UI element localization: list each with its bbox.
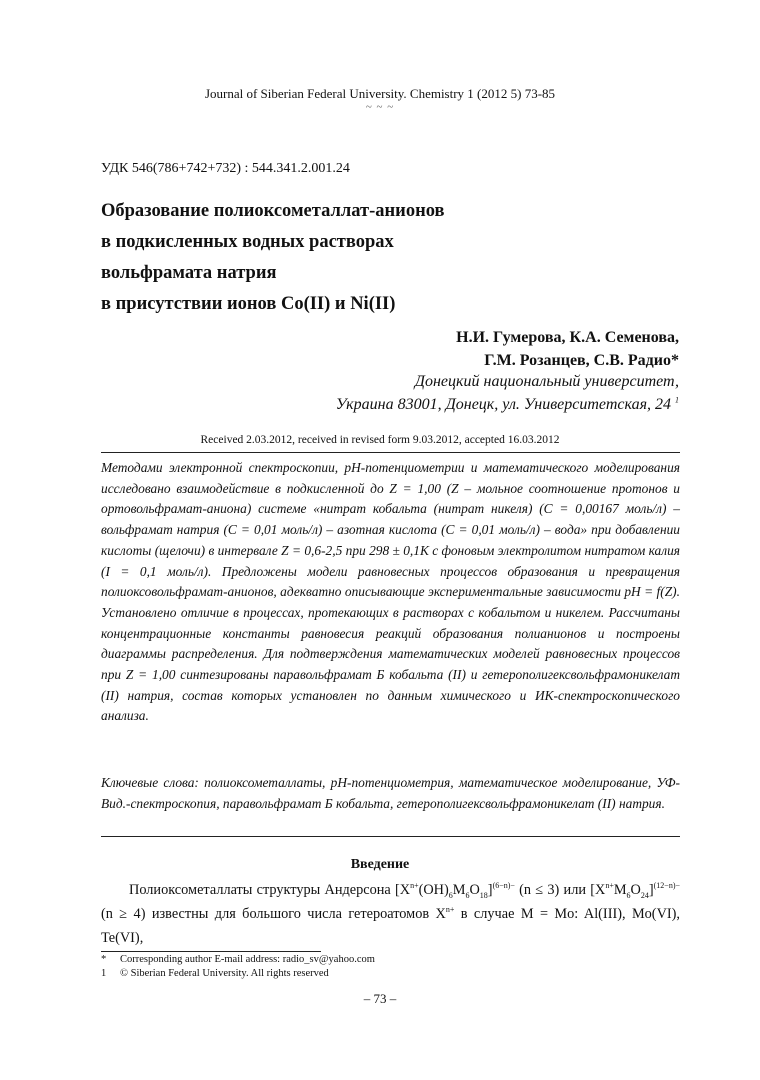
paper-title <box>101 196 661 320</box>
section-heading: Введение <box>350 857 410 872</box>
abstract: Методами электронной спектроскопии, рН-потенциометрии и математического моделирования исследовано взаимодействие в подкисленной до Z = 1,00 (Z – мольное соотношение протонов и ортовольфрамат-аниона) системе «нитрат кобальта (нитрат никеля) (C = 0,00167 моль/л) – вольфрамат натрия (C = 0,01 моль/л) – азотная кислота (C = 0,01 моль/л) – вода» при добавлении кислоты (щелочи) в интервале Z = 0,6-2,5 при 298 ± 0,1K с фоновым электролитом нитратом калия (I = 0,1 моль/л). Предложены модели равновесных процессов образования и превращения полиоксовольфрамат-анионов, адекватно описывающие экспериментальные зависимости рН = f(Z). Установлено отличие в процессах, протекающих в растворах с кобальтом и никелем. Рассчитаны концентрационные константы равновесия реакций образования полианионов и построены диаграммы распределения. Для подтверждения математических моделей равновесных процессов при Z = 1,00 синтезированы паравольфрамат Б кобальта (II) и гетерополигексвольфрамоникелат (II) натрия, состав которых установлен по данным химического и ИК-спектроскопического анализа. <box>101 460 680 724</box>
affiliation-line: Донецкий национальный университет, <box>414 373 679 390</box>
keywords: Ключевые слова: полиоксометаллаты, рН-потенциометрия, математическое моделирование, УФ-Вид.-спектроскопия, паравольфрамат Б кобальта, гетерополигексвольфрамоникелат (II) натрия. <box>101 775 680 811</box>
journal-header: Journal of Siberian Federal University. Chemistry 1 (2012 5) 73-85 <box>204 86 556 101</box>
title-line: в присутствии ионов Co(II) и Ni(II) <box>101 294 396 314</box>
affiliation <box>336 370 679 416</box>
footnotes <box>101 953 375 981</box>
title-line: Образование полиоксометаллат-анионов <box>101 201 445 221</box>
page-number: – 73 – <box>363 991 397 1006</box>
footnote-mark: 1 <box>101 968 107 979</box>
footnote-text: Corresponding author E-mail address: radio_sv@yahoo.com <box>120 954 375 965</box>
authors-line: Н.И. Гумерова, К.А. Семенова, <box>456 329 679 346</box>
footnote-text: © Siberian Federal University. All rights reserved <box>120 968 329 979</box>
intro-paragraph: Полиоксометаллаты структуры Андерсона $[X^{n+}(OH)_6M_6O_{18}]^{(6-n)-}$ (n ≤ 3) или $[X^{n+}M_6O_{24}]^{(12-n)-}$ (n ≥ 4) известны для большого числа гетероатомов $X^{n+}$ в случае M = Mo: Al(III), Mo(VI), Te(VI), <box>101 881 680 946</box>
authors-line: Г.М. Розанцев, С.В. Радио* <box>484 352 679 369</box>
udk-code: УДК 546(786+742+732) : 544.341.2.001.24 <box>101 161 350 176</box>
title-line: вольфрамата натрия <box>101 263 277 283</box>
affiliation-address: Украина 83001, Донецк, ул. Университетская, 24 <box>335 396 671 413</box>
abstract-top-rule <box>101 452 680 453</box>
affiliation-line <box>336 393 679 416</box>
title-line: в подкисленных водных растворах <box>101 232 394 252</box>
footnote-mark: * <box>101 954 107 965</box>
keywords-bottom-rule <box>101 836 680 837</box>
received-dates: Received 2.03.2012, received in revised form 9.03.2012, accepted 16.03.2012 <box>200 434 560 446</box>
footnote <box>101 953 375 967</box>
header-ornament: ~ ~ ~ <box>365 101 395 113</box>
footnote <box>101 967 375 981</box>
footnote-rule <box>101 951 321 952</box>
authors <box>456 326 679 372</box>
footnote-ref: 1 <box>675 395 679 405</box>
